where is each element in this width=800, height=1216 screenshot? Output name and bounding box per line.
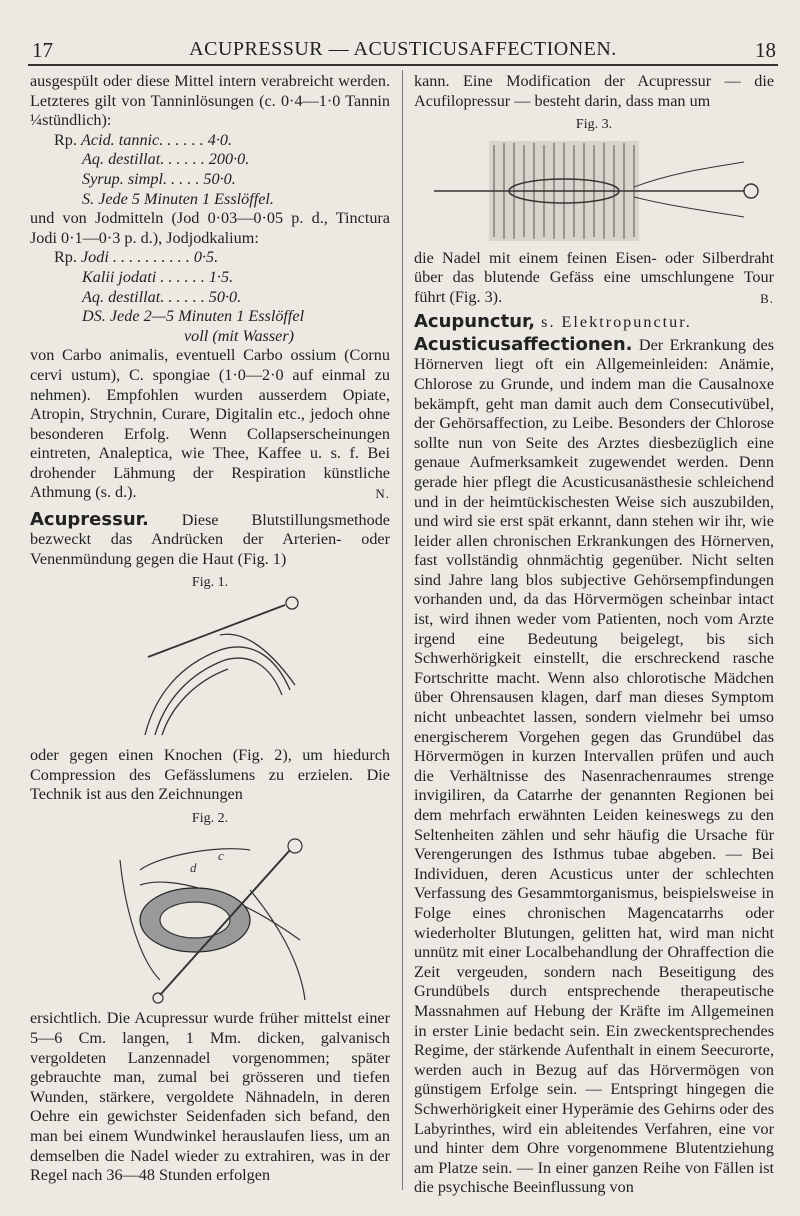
paragraph — [414, 335, 774, 1198]
rx-dose: 200·0. — [208, 150, 250, 169]
paragraph: ausgespült oder diese Mittel intern verabreicht werden. Letzteres gilt von Tanninlösungen (c. 0·4—1·0 Tannin ¼stündlich): — [30, 72, 390, 130]
paragraph — [414, 312, 774, 333]
figure-caption: Fig. 3. — [575, 117, 613, 133]
column-divider — [402, 70, 403, 1190]
rx-signa: voll (mit Wasser) — [184, 326, 295, 345]
paragraph — [30, 510, 390, 570]
figure-1-illustration — [110, 595, 310, 740]
right-column — [414, 72, 774, 1198]
figure-2-illustration — [100, 830, 320, 1005]
rx-dose: 50·0. — [203, 169, 236, 188]
prescription-1 — [30, 131, 390, 209]
rx-dose: 1·5. — [208, 267, 234, 286]
paragraph: die Nadel mit einem feinen Eisen- oder Silberdraht über das blutende Gefäss eine umschlungene Tour führt (Fig. 3). — [414, 248, 774, 306]
rx-dose: 4·0. — [207, 130, 233, 149]
paragraph-text: Diese Blutstillungsmethode bezweckt das Andrücken der Arterien- oder Venenmündung gegen die Haut (Fig. 1) — [30, 510, 390, 568]
figure-caption: Fig. 2. — [191, 810, 229, 826]
rx-ingredient: Kalii jodati . . . . . . — [82, 267, 205, 286]
author-initial: N. — [375, 486, 390, 502]
rx-signa: S. Jede 5 Minuten 1 Esslöffel. — [82, 189, 274, 208]
svg-text:c: c — [218, 848, 224, 864]
paragraph: oder gegen einen Knochen (Fig. 2), um hiedurch Compression des Gefässlumens zu erzielen. Die Technik ist aus den Zeichnungen — [30, 746, 390, 804]
page-number-right: 18 — [755, 38, 776, 62]
rx-ingredient: Jodi . . . . . . . . . . — [81, 248, 190, 267]
entry-heading: Acusticusaffectionen. — [414, 333, 633, 355]
figure-caption: Fig. 1. — [191, 575, 229, 591]
rx-ingredient: Syrup. simpl. . . . . — [82, 169, 200, 188]
rx-ingredient: Aq. destillat. . . . . . — [82, 287, 205, 306]
rx-prefix: Rp. — [54, 248, 77, 267]
rx-ingredient: Aq. destillat. . . . . . — [82, 150, 205, 169]
header-rule — [28, 64, 778, 66]
running-title: ACUPRESSUR — ACUSTICUSAFFECTIONEN. — [189, 38, 617, 60]
svg-text:d: d — [190, 860, 197, 876]
paragraph — [30, 346, 390, 503]
paragraph-text: von Carbo animalis, eventuell Carbo ossium (Cornu cervi ustum), C. spongiae (1·0—2·0 auf einmal zu nehmen). Empfohlen wurden ausserdem Opiate, Atropin, Strychnin, Curare, Digitalin etc., jedoch ohne besonderen Erfolg. Wenn Collapserscheinungen eintreten, Analeptica, wie Thee, Kaffee u. s. f. Bei drohender Lähmung der Respiration künstliche Athmung (s. d.). — [30, 346, 390, 502]
page-number-left: 17 — [32, 38, 53, 62]
left-column — [30, 72, 390, 1186]
entry-heading: Acupunctur, — [414, 311, 536, 333]
rx-dose: 0·5. — [193, 248, 219, 267]
rx-signa: DS. Jede 2—5 Minuten 1 Esslöffel — [82, 307, 305, 326]
paragraph: und von Jodmitteln (Jod 0·03—0·05 p. d., Tinctura Jodi 0·1—0·3 p. d.), Jodjodkalium: — [30, 209, 390, 247]
paragraph-text: kann. Eine Modification der Acupressur — die Acufilopressur — besteht darin, dass man um — [414, 72, 774, 110]
paragraph: ersichtlich. Die Acupressur wurde früher mittelst einer 5—6 Cm. langen, 1 Mm. dicken, galvanisch vergoldeten Lanzennadel vorgenommen; später gebrauchte man, zumal bei grösseren und tiefen Wunden, stärkere, vergoldete Nähnadeln, in deren Oehre ein gewichster Seidenfaden sich befand, den man bei einem Wundwinkel herauslaufen liess, um an demselben die Nadel wieder zu extrahiren, was in der Regel nach 36—48 Stunden erfolgen — [30, 1009, 390, 1185]
entry-heading: Acupressur. — [30, 508, 149, 530]
cross-reference: s. Elektropunctur. — [535, 313, 692, 332]
author-initial: B. — [760, 290, 774, 306]
rx-ingredient: Acid. tannic. . . . . . — [81, 130, 204, 149]
prescription-2 — [30, 248, 390, 346]
rx-prefix: Rp. — [54, 130, 77, 149]
figure-3-illustration — [424, 137, 764, 245]
paragraph — [414, 72, 774, 111]
paragraph-text: Der Erkrankung des Hörnerven liegt oft ein Allgemeinleiden: Anämie, Chlorose zu Grunde, und indem man die Causalnoxe bekämpft, geht man damit auch dem Consecutivübel, der Gehörsaffection, zu Leibe. Besonders der Chlorose sollte nun von Seite des Arztes diesbezüglich eine genaue Aufmerksamkeit zugewendet werden. Denn gerade hier pflegt die Acusticusanästhesie schleichend und in der heimtückischesten Weise sich auszubilden, und wird sie erst spät erkannt, dann stehen wir ihr, wie leider allen chronischen Erkrankungen des Hörnerven, fast vollständig ohnmächtig gegenüber. Nicht selten sind Jahre lang blos subjective Gehörsempfindungen vorhanden und, da das Hörvermögen scheinbar intact ist, wird ihnen weder vom Patienten, noch vom Arzte irgend eine Bedeutung beigelegt, bis sich Schwerhörigkeit einstellt, die erschreckend rasche Fortschritte macht. Wenn also chlorotische Mädchen über Ohrensausen klagen, darf man dieses Symptom nicht unbeachtet lassen, sondern vielmehr bei umso energischerem Vorgehen gegen das Grundübel das Hörvermögen in kurzen Intervallen prüfen und auch die Verhältnisse des Nasenrachenraumes strenge invigiliren, da Catarrhe der genannten Regionen bei dem mehrfach erwähnten Leiden keineswegs zu den Seltenheiten zählen und sehr häufig die Ursache für Verengerungen des Isthmus tubae abgeben. — Bei Individuen, deren Acusticus unter der schlechten Verfassung des Gesammtorganismus, beispielsweise in Folge eines chronischen Magencatarrhs oder wiederholter Blutungen, gelitten hat, wird man nicht unnütz mit einer Localbehandlung der Ohraffection die Zeit vergeuden, sondern nach Beseitigung des Grundübels durch entsprechende therapeutische Massnahmen auf Hebung der Kräfte im Allgemeinen in erster Linie bedacht sein. Ein zweckentsprechendes Regime, der stärkende Aufenthalt in einem Seecurorte, werden auch in Bezug auf das Hörvermögen von günstigem Erfolge sein. — Entspringt hingegen die Schwerhörigkeit einer Hyperämie des Gehirns oder des Labyrinthes, wird ein ableitendes Verfahren, eine vor und hinter dem Ohre vorgenommene Blutentziehung am Platze sein. — In einer ganzen Reihe von Fällen ist die psychische Beeinflussung von — [414, 335, 774, 1197]
rx-dose: 50·0. — [208, 287, 242, 306]
